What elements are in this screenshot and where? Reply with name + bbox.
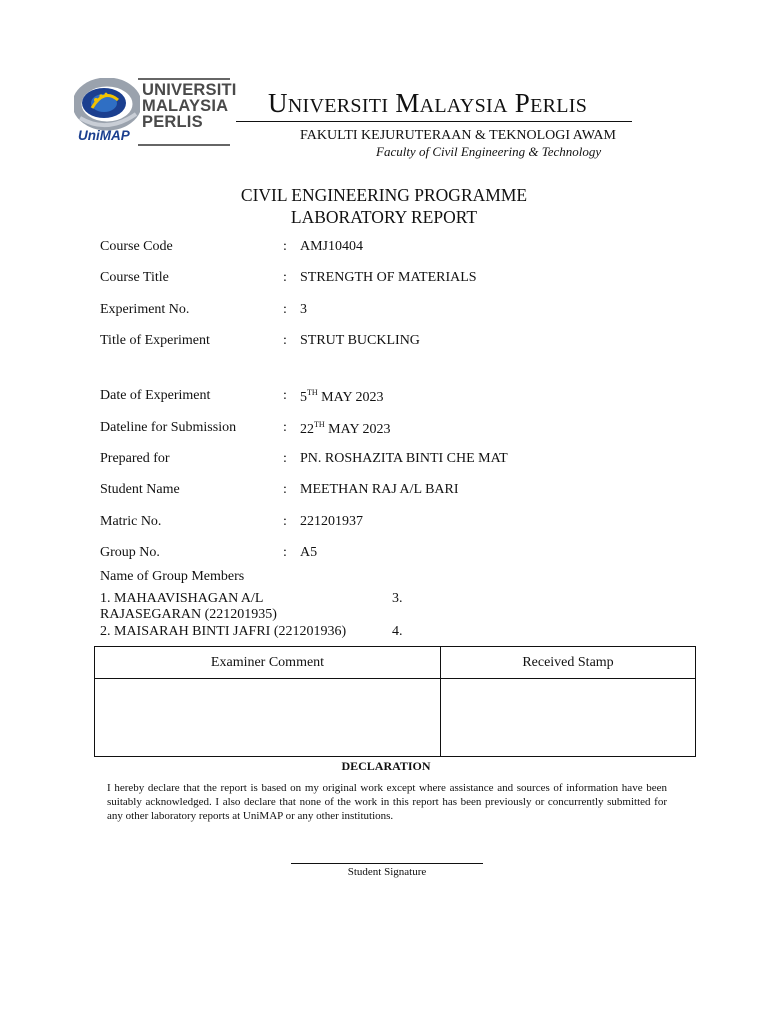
- date-suffix: TH: [314, 420, 325, 429]
- uni-w2-initial: M: [395, 88, 420, 118]
- field-colon: :: [283, 239, 287, 254]
- field-value: STRENGTH OF MATERIALS: [300, 270, 477, 285]
- field-colon: :: [283, 545, 287, 560]
- field-label: Group No.: [100, 545, 160, 560]
- field-colon: :: [283, 302, 287, 317]
- field-value: 3: [300, 302, 307, 317]
- field-label: Title of Experiment: [100, 333, 210, 348]
- group-member-2: 2. MAISARAH BINTI JAFRI (221201936): [100, 624, 347, 639]
- group-member-4: 4.: [392, 624, 403, 639]
- field-label: Course Code: [100, 239, 173, 254]
- field-colon: :: [283, 388, 287, 403]
- field-colon: :: [283, 514, 287, 529]
- field-colon: :: [283, 420, 287, 435]
- signature-line: [291, 863, 483, 864]
- examiner-table: [94, 646, 696, 757]
- table-header-rule: [95, 678, 695, 679]
- field-colon: :: [283, 482, 287, 497]
- field-label: Course Title: [100, 270, 169, 285]
- field-label: Dateline for Submission: [100, 420, 237, 435]
- field-value: [300, 388, 384, 406]
- faculty-english: Faculty of Civil Engineering & Technology: [376, 144, 602, 159]
- header-rule: [236, 121, 632, 122]
- field-label: Experiment No.: [100, 302, 190, 317]
- uni-w1-rest: NIVERSITI: [287, 95, 389, 117]
- logo-wordmark: UNIVERSITI MALAYSIA PERLIS: [142, 81, 237, 131]
- signature-label: Student Signature: [347, 866, 427, 878]
- examiner-comment-header: Examiner Comment: [210, 655, 325, 670]
- date-day: 22: [300, 422, 314, 437]
- group-member-3: 3.: [392, 591, 403, 606]
- programme-title-line2: LABORATORY REPORT: [290, 207, 478, 227]
- field-label: Date of Experiment: [100, 388, 211, 403]
- field-label: Student Name: [100, 482, 180, 497]
- field-value: MEETHAN RAJ A/L BARI: [300, 482, 459, 497]
- field-label: Prepared for: [100, 451, 170, 466]
- declaration-title: DECLARATION: [341, 759, 431, 773]
- programme-title: [0, 184, 768, 228]
- field-value: STRUT BUCKLING: [300, 333, 420, 348]
- field-value: 221201937: [300, 514, 363, 529]
- field-colon: :: [283, 333, 287, 348]
- field-label: Matric No.: [100, 514, 162, 529]
- field-colon: :: [283, 270, 287, 285]
- faculty-malay: FAKULTI KEJURUTERAAN & TEKNOLOGI AWAM: [300, 128, 616, 143]
- logo-stripe-top: [138, 78, 230, 80]
- field-value: AMJ10404: [300, 239, 364, 254]
- date-rest: MAY 2023: [324, 422, 391, 437]
- logo-stripe-bottom: [138, 144, 230, 146]
- logo-brand: [78, 128, 130, 143]
- university-logo: [74, 76, 237, 152]
- logo-brand-prefix: Uni: [78, 128, 100, 143]
- uni-w2-rest: ALAYSIA: [419, 95, 508, 117]
- uni-w3-rest: ERLIS: [530, 95, 588, 117]
- uni-w1-initial: U: [268, 88, 288, 118]
- received-stamp-header: Received Stamp: [522, 655, 614, 670]
- field-colon: :: [283, 451, 287, 466]
- field-value: [300, 420, 391, 438]
- university-name: [268, 88, 587, 119]
- uni-w3-initial: P: [514, 88, 531, 118]
- programme-title-line1: CIVIL ENGINEERING PROGRAMME: [240, 185, 528, 205]
- field-value: A5: [300, 545, 318, 560]
- date-rest: MAY 2023: [317, 390, 384, 405]
- group-member-1-line1: 1. MAHAAVISHAGAN A/L: [100, 591, 264, 606]
- date-suffix: TH: [307, 388, 318, 397]
- field-value: PN. ROSHAZITA BINTI CHE MAT: [300, 451, 508, 466]
- logo-brand-suffix: MAP: [99, 128, 130, 143]
- group-members-label: Name of Group Members: [100, 569, 245, 584]
- declaration-text: I hereby declare that the report is based on my original work except where assistance and sources of information have been suitably acknowledged. I also declare that none of the work in this report has been previously or concurrently submitted for any other laboratory reports at UniMAP or any other institutions.: [107, 782, 667, 822]
- date-day: 5: [300, 390, 307, 405]
- group-member-1-line2: RAJASEGARAN (221201935): [100, 607, 277, 622]
